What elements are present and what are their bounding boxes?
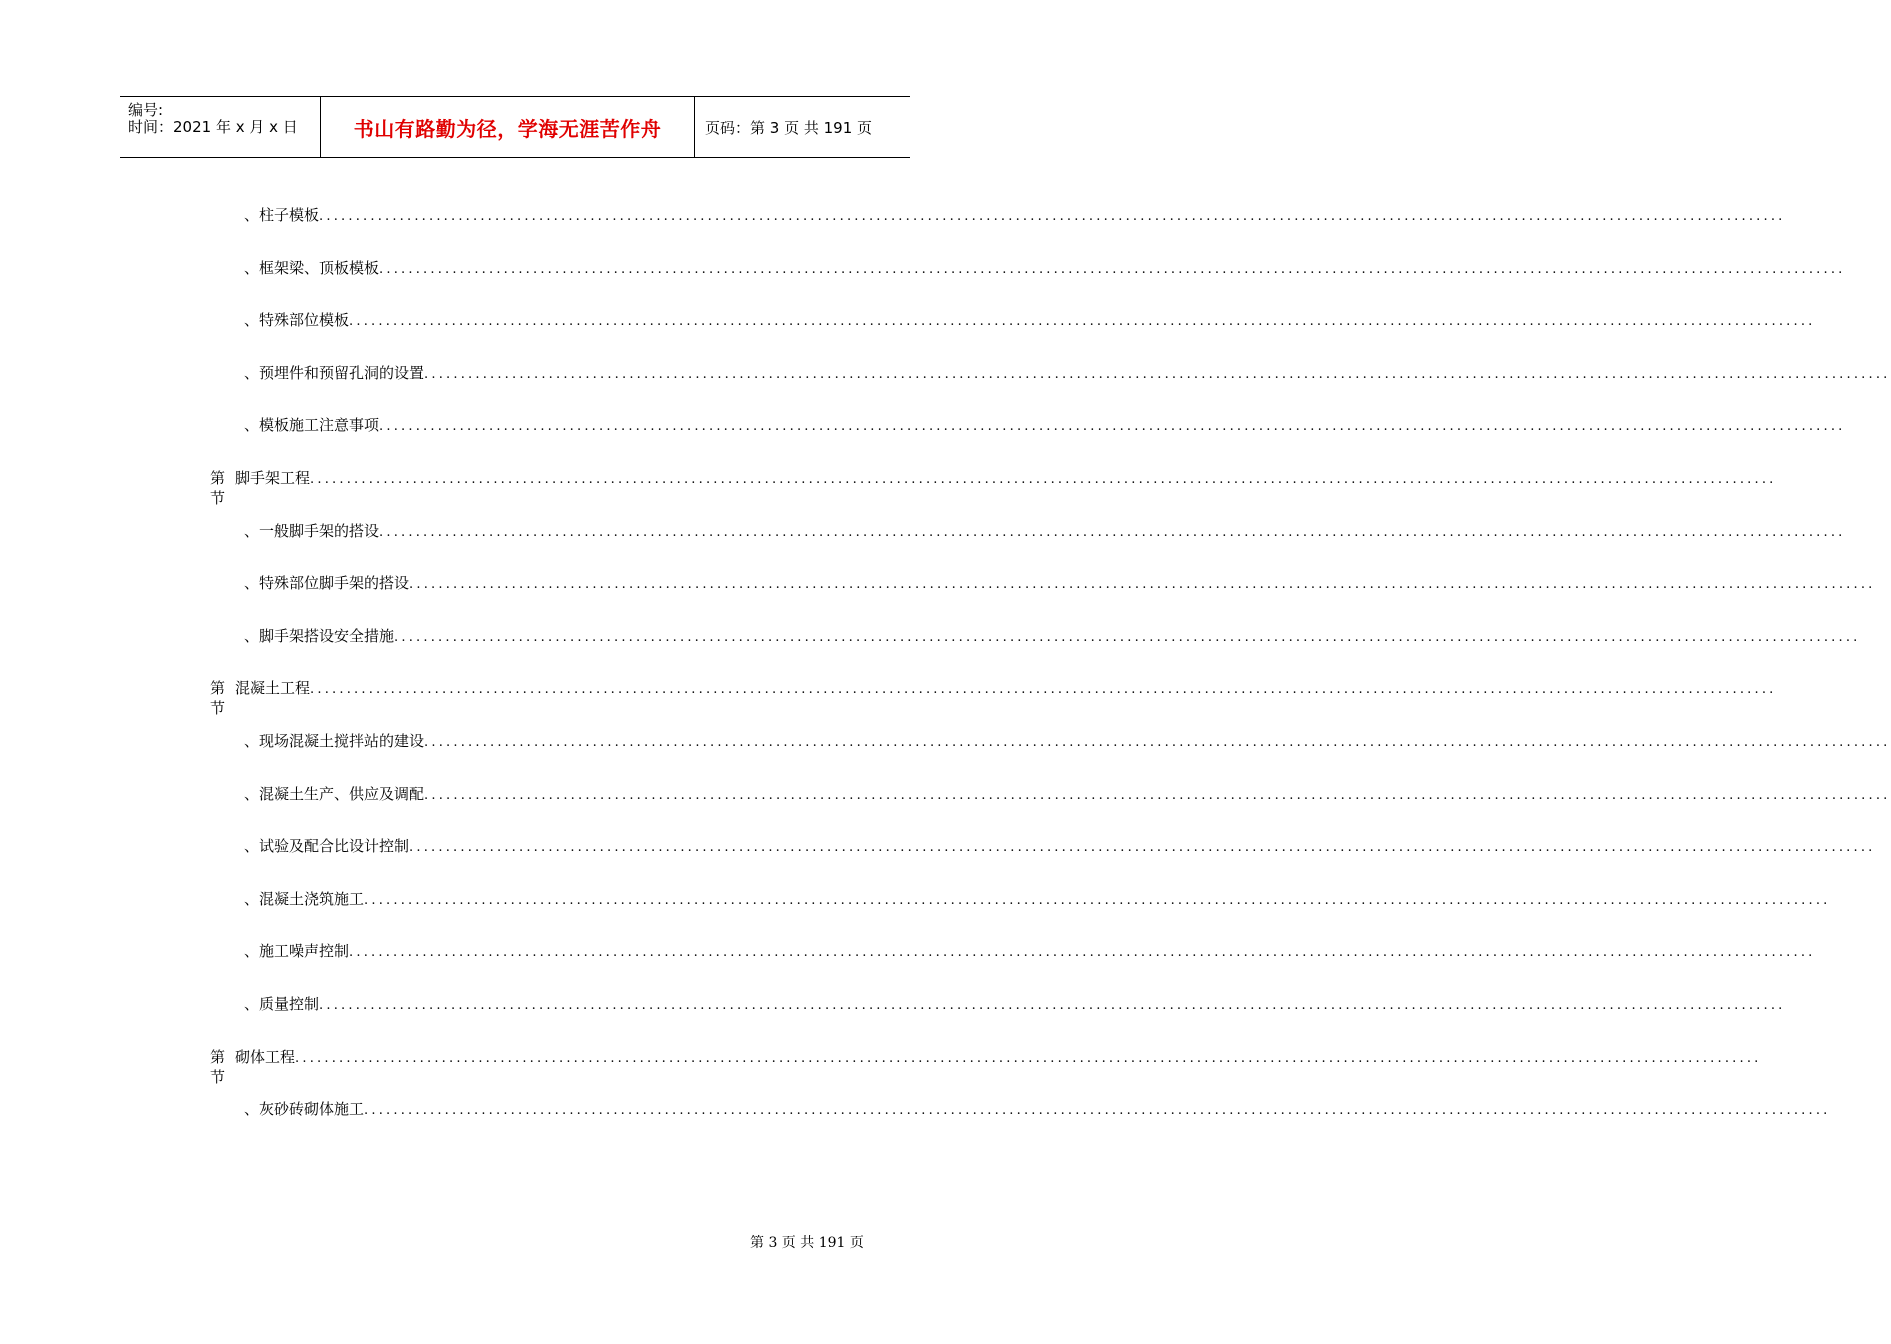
toc-leader-dots: ........................................................................................................................................................................................................ [349,945,1816,960]
toc-entry-title: 混凝土浇筑施工 [259,890,365,908]
toc-entry-prefix: 、 [244,311,260,329]
toc-subsection-entry [244,363,1891,383]
toc-entry-title: 脚手架工程 [235,469,311,487]
toc-entry-title: 特殊部位模板 [259,311,350,329]
toc-leader-dots: ........................................................................................................................................................................................................ [424,735,1891,750]
toc-entry-title: 混凝土工程 [235,679,311,697]
toc-entry-prefix: 、 [244,890,260,908]
toc-entry-title: 施工噪声控制 [259,942,350,960]
toc-leader-dots: ........................................................................................................................................................................................................ [424,367,1891,382]
toc-subsection-entry [244,941,1816,961]
toc-subsection-entry [244,573,1876,593]
toc-subsection-entry [244,258,1846,278]
toc-leader-dots: ........................................................................................................................................................................................................ [394,630,1861,645]
toc-entry-title: 灰砂砖砌体施工 [259,1100,365,1118]
toc-leader-dots: ........................................................................................................................................................................................................ [379,262,1846,277]
toc-leader-dots: ........................................................................................................................................................................................................ [319,209,1786,224]
toc-leader-dots: ........................................................................................................................................................................................................ [310,472,1777,487]
toc-subsection-entry [244,626,1861,646]
toc-subsection-entry [244,836,1876,856]
toc-subsection-entry [244,310,1816,330]
toc-subsection-entry [244,1099,1831,1119]
toc-leader-dots: ........................................................................................................................................................................................................ [319,998,1786,1013]
header-page-cell [695,97,910,157]
toc-leader-dots: ........................................................................................................................................................................................................ [310,682,1777,697]
header-motto-cell [321,97,695,157]
toc-subsection-entry [244,731,1891,751]
toc-entry-prefix: 、 [244,259,260,277]
toc-subsection-entry [244,784,1891,804]
toc-entry-prefix: 、 [244,837,260,855]
toc-entry-title: 脚手架搭设安全措施 [259,627,395,645]
toc-leader-dots: ........................................................................................................................................................................................................ [364,1103,1831,1118]
toc-entry-prefix: 、 [244,416,260,434]
motto-text: 书山有路勤为径，学海无涯苦作舟 [353,116,662,141]
toc-entry-prefix: 、 [244,942,260,960]
toc-subsection-entry [244,521,1846,541]
toc-entry-prefix: 第节 [210,1048,226,1086]
toc-entry-title: 砌体工程 [235,1048,296,1066]
toc-entry-title: 现场混凝土搅拌站的建设 [259,732,425,750]
toc-entry-prefix: 第节 [210,469,226,507]
document-header [120,96,910,158]
toc-leader-dots: ........................................................................................................................................................................................................ [364,893,1831,908]
toc-leader-dots: ........................................................................................................................................................................................................ [409,840,1876,855]
toc-leader-dots: ........................................................................................................................................................................................................ [409,577,1876,592]
toc-leader-dots: ........................................................................................................................................................................................................ [379,419,1846,434]
toc-leader-dots: ........................................................................................................................................................................................................ [424,788,1891,803]
toc-entry-prefix: 、 [244,1100,260,1118]
toc-entry-title: 试验及配合比设计控制 [259,837,410,855]
toc-entry-title: 一般脚手架的搭设 [259,522,380,540]
toc-entry-prefix: 、 [244,206,260,224]
toc-entry-prefix: 、 [244,732,260,750]
toc-entry-prefix: 、 [244,627,260,645]
time-label: 时间：2021 年 x 月 x 日 [128,118,298,136]
page-footer: 第 3 页 共 191 页 [750,1235,864,1251]
toc-section-entry [210,678,1777,717]
toc-subsection-entry [244,205,1786,225]
toc-entry-title: 柱子模板 [259,206,320,224]
toc-entry-prefix: 第节 [210,679,226,717]
toc-subsection-entry [244,889,1831,909]
toc-entry-prefix: 、 [244,522,260,540]
toc-entry-title: 模板施工注意事项 [259,416,380,434]
toc-entry-title: 混凝土生产、供应及调配 [259,785,425,803]
toc-section-entry [210,468,1777,507]
toc-section-entry [210,1047,1762,1086]
toc-entry-title: 预埋件和预留孔洞的设置 [259,364,425,382]
toc-leader-dots: ........................................................................................................................................................................................................ [295,1051,1762,1066]
header-meta-cell [120,97,321,157]
toc-subsection-entry [244,415,1846,435]
toc-entry-prefix: 、 [244,995,260,1013]
toc-entry-prefix: 、 [244,574,260,592]
toc-entry-prefix: 、 [244,785,260,803]
toc-subsection-entry [244,994,1786,1014]
toc-entry-title: 框架梁、顶板模板 [259,259,380,277]
toc-entry-prefix: 、 [244,364,260,382]
serial-number-label: 编号: [128,101,164,119]
toc-entry-title: 质量控制 [259,995,320,1013]
toc-entry-title: 特殊部位脚手架的搭设 [259,574,410,592]
toc-leader-dots: ........................................................................................................................................................................................................ [379,525,1846,540]
header-page-info: 页码：第 3 页 共 191 页 [705,118,873,137]
toc-leader-dots: ........................................................................................................................................................................................................ [349,314,1816,329]
